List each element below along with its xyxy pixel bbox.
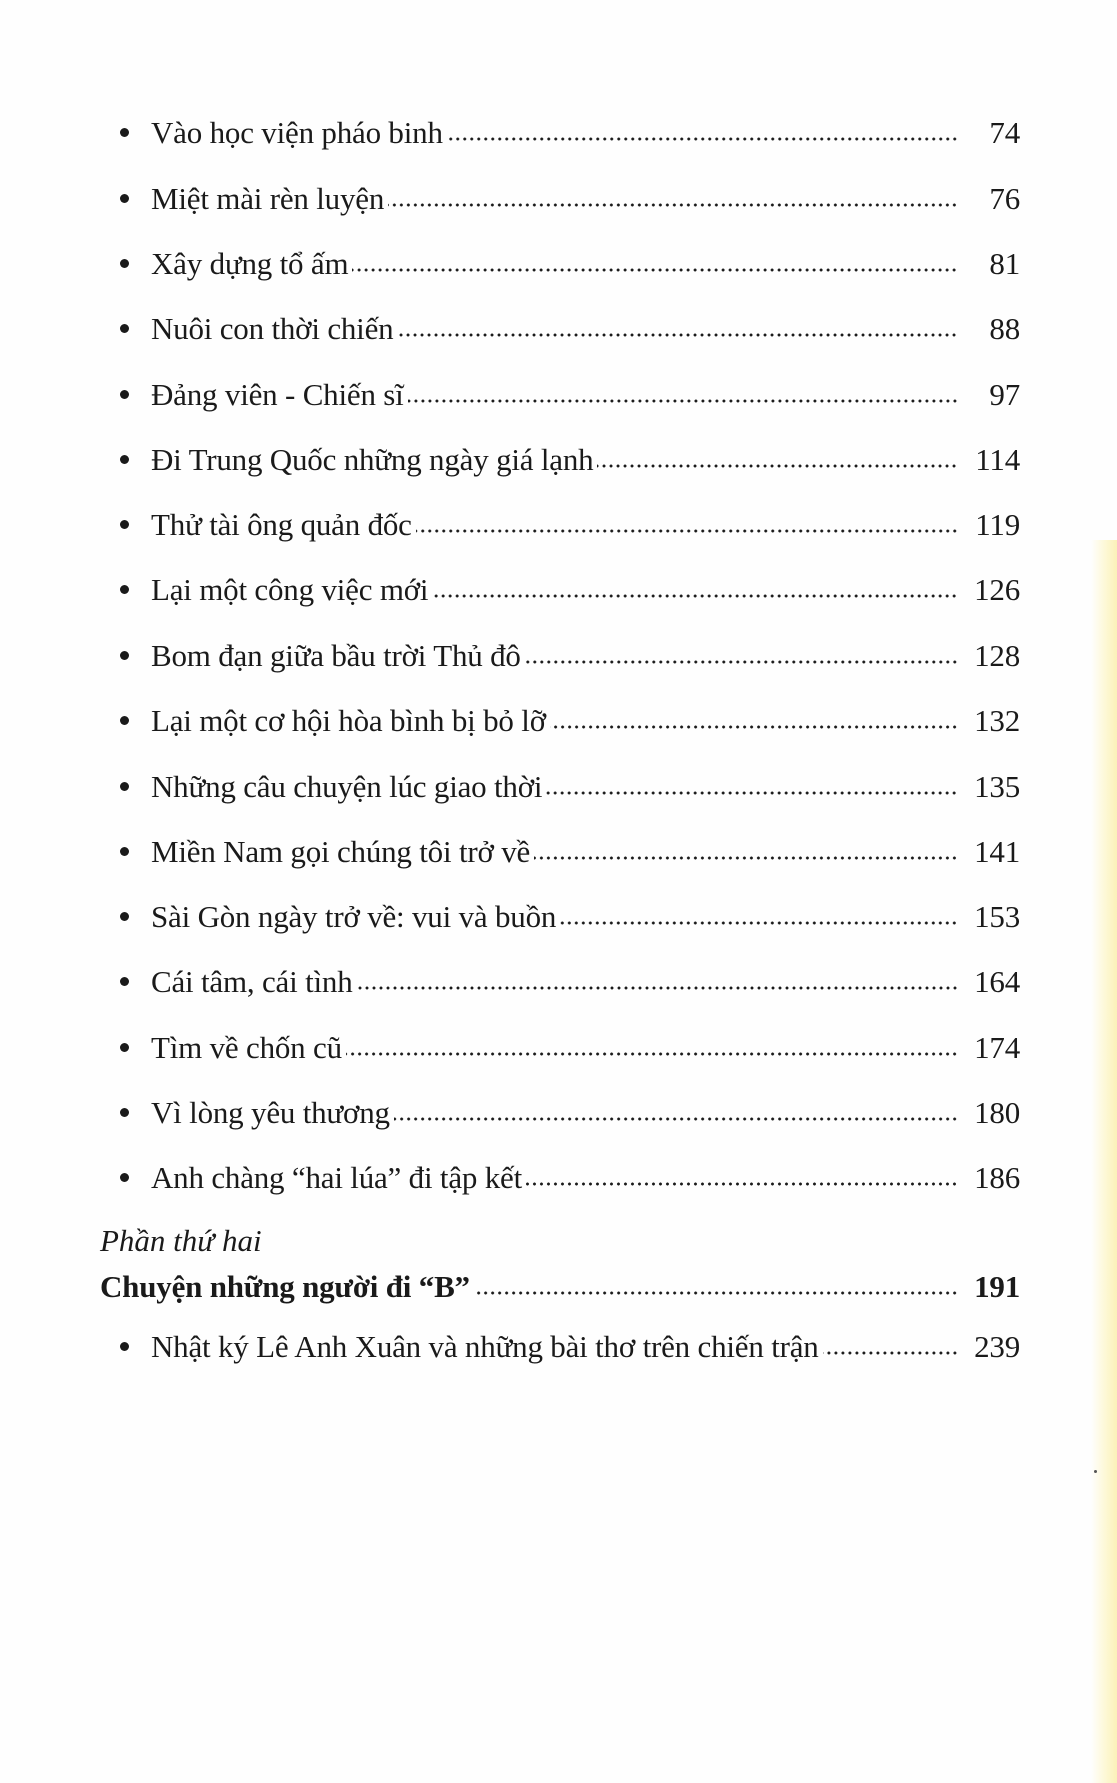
- toc-entry[interactable]: [100, 568, 1020, 612]
- part-title-page: 191: [974, 1269, 1020, 1304]
- toc-entry-page: 128: [974, 638, 1020, 673]
- toc-entry-page: 119: [975, 507, 1020, 542]
- toc-entry[interactable]: [100, 1026, 1020, 1070]
- bullet-icon: [120, 259, 129, 268]
- toc-entry-page: 239: [974, 1329, 1020, 1364]
- bullet-icon: [120, 1342, 129, 1351]
- dot-leader: [432, 594, 958, 598]
- dot-leader: [474, 1291, 958, 1295]
- dot-leader: [546, 791, 958, 795]
- toc-entry[interactable]: [100, 634, 1020, 678]
- bullet-icon: [120, 1043, 129, 1052]
- toc-entry[interactable]: [100, 960, 1020, 1004]
- bullet-icon: [120, 1108, 129, 1117]
- bullet-icon: [120, 585, 129, 594]
- toc-entry-title: Anh chàng “hai lúa” đi tập kết: [151, 1160, 523, 1195]
- dot-leader: [394, 1117, 958, 1121]
- toc-entry-title: Miệt mài rèn luyện: [151, 181, 385, 216]
- part-title: Chuyện những người đi “B”: [100, 1269, 470, 1304]
- toc-entry[interactable]: [100, 1091, 1020, 1135]
- dot-leader: [447, 137, 958, 141]
- toc-entry-page: 180: [974, 1095, 1020, 1130]
- toc-entry-title: Nhật ký Lê Anh Xuân và những bài thơ trên chiến trận: [151, 1329, 819, 1364]
- dot-leader: [560, 921, 958, 925]
- toc-entry[interactable]: [100, 699, 1020, 743]
- toc-entry[interactable]: [100, 830, 1020, 874]
- bullet-icon: [120, 782, 129, 791]
- toc-entry[interactable]: [100, 242, 1020, 286]
- toc-entry-page: 76: [989, 181, 1020, 216]
- toc-entry-page: 174: [974, 1030, 1020, 1065]
- toc-entry-title: Nuôi con thời chiến: [151, 311, 394, 346]
- toc-entry-title: Những câu chuyện lúc giao thời: [151, 769, 543, 804]
- toc-entry-title: Lại một công việc mới: [151, 572, 429, 607]
- toc-entry-title: Đảng viên - Chiến sĩ: [151, 377, 404, 412]
- toc-entry-title: Thử tài ông quản đốc: [151, 507, 412, 542]
- toc-entry-title: Tìm về chốn cũ: [151, 1030, 342, 1065]
- bullet-icon: [120, 1173, 129, 1182]
- bullet-icon: [120, 847, 129, 856]
- bullet-icon: [120, 716, 129, 725]
- toc-entry-page: 132: [974, 703, 1020, 738]
- toc-entry-page: 141: [974, 834, 1020, 869]
- toc-entry[interactable]: [100, 1325, 1020, 1369]
- toc-entry-page: 114: [975, 442, 1020, 477]
- bullet-icon: [120, 651, 129, 660]
- dot-leader: [346, 1052, 958, 1056]
- toc-entry-title: Miền Nam gọi chúng tôi trở về: [151, 834, 531, 869]
- toc-entry[interactable]: [100, 765, 1020, 809]
- toc-entry[interactable]: [100, 503, 1020, 547]
- toc-entry-page: 81: [989, 246, 1020, 281]
- bullet-icon: [120, 455, 129, 464]
- bullet-icon: [120, 128, 129, 137]
- toc-entry-page: 97: [989, 377, 1020, 412]
- toc-entry[interactable]: [100, 438, 1020, 482]
- bullet-icon: [120, 324, 129, 333]
- toc-entry-page: 135: [974, 769, 1020, 804]
- scan-speck: [1094, 1470, 1097, 1473]
- dot-leader: [550, 725, 958, 729]
- dot-leader: [526, 1182, 958, 1186]
- toc-entry[interactable]: [100, 1156, 1020, 1200]
- bullet-icon: [120, 912, 129, 921]
- page-edge-tint: [1091, 540, 1117, 1783]
- toc-entry[interactable]: [100, 111, 1020, 155]
- toc-entry-page: 126: [974, 572, 1020, 607]
- toc-entry[interactable]: [100, 307, 1020, 351]
- dot-leader: [408, 399, 958, 403]
- toc-entry-page: 186: [974, 1160, 1020, 1195]
- toc-entry-page: 153: [974, 899, 1020, 934]
- toc-entry-title: Cái tâm, cái tình: [151, 964, 353, 999]
- bullet-icon: [120, 977, 129, 986]
- toc-entry-page: 164: [974, 964, 1020, 999]
- toc-entry-title: Sài Gòn ngày trở về: vui và buồn: [151, 899, 557, 934]
- toc-entry-page: 88: [989, 311, 1020, 346]
- toc-entry-title: Lại một cơ hội hòa bình bị bỏ lỡ: [151, 703, 546, 738]
- toc-entry[interactable]: [100, 895, 1020, 939]
- dot-leader: [525, 660, 958, 664]
- dot-leader: [534, 856, 958, 860]
- toc-entry-page: 74: [989, 115, 1020, 150]
- toc-entry-title: Bom đạn giữa bầu trời Thủ đô: [151, 638, 521, 673]
- dot-leader: [388, 203, 958, 207]
- toc-entry[interactable]: [100, 373, 1020, 417]
- dot-leader: [416, 529, 958, 533]
- toc-entry-title: Xây dựng tổ ấm: [151, 246, 349, 281]
- dot-leader: [352, 268, 958, 272]
- toc-entry-title: Vì lòng yêu thương: [151, 1095, 390, 1130]
- toc-entry-title: Đi Trung Quốc những ngày giá lạnh: [151, 442, 594, 477]
- bullet-icon: [120, 520, 129, 529]
- toc-entry[interactable]: [100, 177, 1020, 221]
- dot-leader: [823, 1351, 958, 1355]
- bullet-icon: [120, 194, 129, 203]
- part-title-entry[interactable]: [100, 1265, 1020, 1309]
- dot-leader: [597, 464, 958, 468]
- toc-entry-title: Vào học viện pháo binh: [151, 115, 443, 150]
- bullet-icon: [120, 390, 129, 399]
- dot-leader: [357, 986, 959, 990]
- dot-leader: [397, 333, 958, 337]
- part-label: Phần thứ hai: [100, 1223, 262, 1258]
